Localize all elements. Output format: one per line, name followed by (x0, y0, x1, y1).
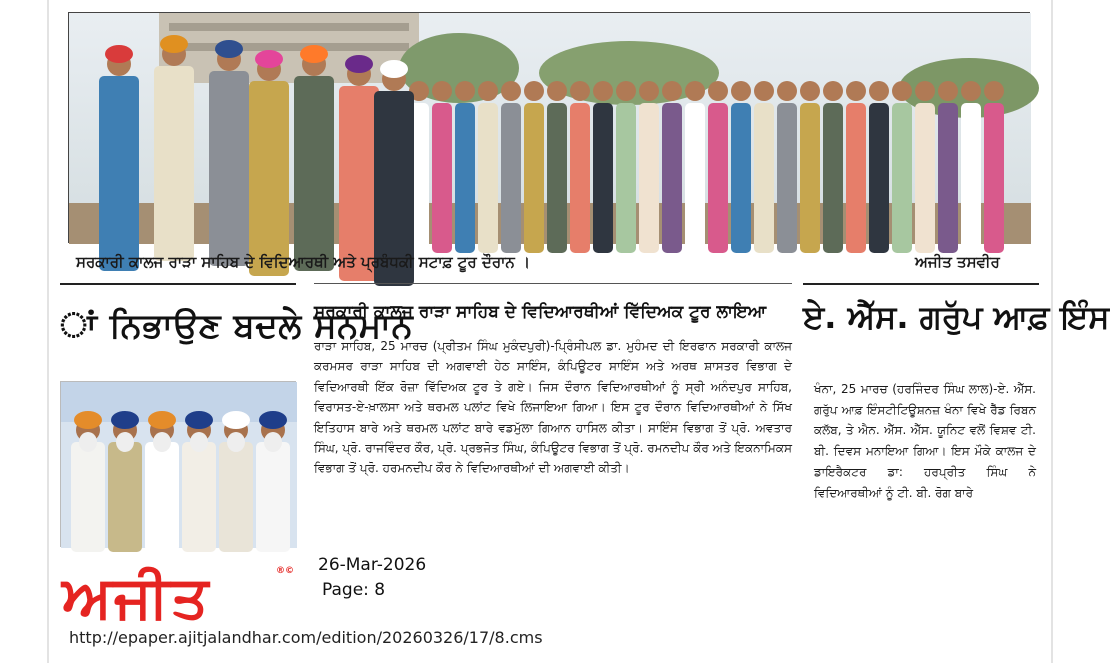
edition-page: Page: 8 (322, 580, 386, 600)
photo-caption: ਸਰਕਾਰੀ ਕਾਲਜ ਰਾੜਾ ਸਾਹਿਬ ਦੇ ਵਿਦਿਆਰਥੀ ਅਤੇ ਪ੍ਰਬੰਧਕੀ ਸਟਾਫ਼ ਟੂਰ ਦੌਰਾਨ । (76, 253, 531, 271)
person-body (938, 103, 958, 253)
person-body (570, 103, 590, 253)
elder-body (108, 442, 142, 552)
person-body (731, 103, 751, 253)
person-body (249, 81, 289, 276)
elder-body (219, 442, 253, 552)
person-head (639, 81, 659, 101)
elder-turban (111, 411, 139, 429)
middle-body-text: ਰਾੜਾ ਸਾਹਿਬ, 25 ਮਾਰਚ (ਪ੍ਰੀਤਮ ਸਿੰਘ ਮੁਕੰਦਪੁਰੀ)-ਪ੍ਰਿੰਸੀਪਲ ਡਾ. ਮੁਹੰਮਦ ਦੀ ਇਰਫਾਨ ਸਰਕਾਰੀ ਕਾਲਜ ਕਰਮਸਰ ਰਾੜਾ ਸਾਹਿਬ ਦੀ ਅਗਵਾਈ ਹੇਠ ਸਾਇੰਸ, ਕੰਪਿਊਟਰ ਸਾਇੰਸ ਅਤੇ ਅਰਥ ਸ਼ਾਸਤਰ ਵਿਭਾਗ ਦੇ ਵਿਦਿਆਰਥੀ ਇੱਕ ਰੋਜ਼ਾ ਵਿੱਦਿਅਕ ਟੂਰ ਤੇ ਗਏ। ਜਿਸ ਦੌਰਾਨ ਵਿਦਿਆਰਥੀਆਂ ਨੂੰ ਸ੍ਰੀ ਅਨੰਦਪੁਰ ਸਾਹਿਬ, ਵਿਰਾਸਤ-ਏ-ਖ਼ਾਲਸਾ ਅਤੇ ਥਰਮਲ ਪਲਾਂਟ ਵਿਖੇ ਲਿਜਾਇਆ ਗਿਆ। ਇਸ ਟੂਰ ਦੌਰਾਨ ਵਿਦਿਆਰਥੀਆਂ ਨੇ ਸਿੱਖ ਇਤਿਹਾਸ ਬਾਰੇ ਅਤੇ ਥਰਮਲ ਪਲਾਂਟ ਬਾਰੇ ਵਡਮੁੱਲਾ ਗਿਆਨ ਹਾਸਿਲ ਕੀਤਾ। ਸਾਇੰਸ ਵਿਭਾਗ ਤੋਂ ਪ੍ਰੋ. ਅਵਤਾਰ ਸਿੰਘ, ਪ੍ਰੋ. ਰਾਜਵਿੰਦਰ ਕੌਰ, ਪ੍ਰੋ. ਪ੍ਰਭਜੋਤ ਸਿੰਘ, ਕੰਪਿਊਟਰ ਵਿਭਾਗ ਤੋਂ ਪ੍ਰੋ. ਰਮਨਦੀਪ ਕੌਰ ਅਤੇ ਇਕਨਾਮਿਕਸ ਵਿਭਾਗ ਤੋਂ ਪ੍ਰੋ. ਹਰਮਨਦੀਪ ਕੌਰ ਨੇ ਵਿਦਿਆਰਥੀਆਂ ਦੀ ਅਗਵਾਈ ਕੀਤੀ। (314, 339, 792, 476)
person-head (455, 81, 475, 101)
person-body (984, 103, 1004, 253)
person-body (869, 103, 889, 253)
person-head (800, 81, 820, 101)
person-body (915, 103, 935, 253)
elder-turban (222, 411, 250, 429)
group-photo (68, 12, 1030, 243)
elder-body (256, 442, 290, 552)
person-body (823, 103, 843, 253)
person-body (961, 103, 981, 253)
person-head (593, 81, 613, 101)
elder-beard (153, 432, 171, 452)
elder-body (71, 442, 105, 552)
elder-body (145, 442, 179, 552)
person-turban (380, 60, 408, 78)
elder-beard (264, 432, 282, 452)
person-body (432, 103, 452, 253)
person-turban (300, 45, 328, 63)
divider-middle (314, 283, 792, 284)
person-head (846, 81, 866, 101)
person-head (570, 81, 590, 101)
person-body (524, 103, 544, 253)
divider-left (60, 283, 296, 285)
elder-turban (259, 411, 287, 429)
person-body (209, 71, 249, 266)
person-head (869, 81, 889, 101)
elder-beard (190, 432, 208, 452)
ajit-logo: ਅਜੀਤ (62, 563, 211, 631)
person-turban (345, 55, 373, 73)
elder-beard (79, 432, 97, 452)
photo-credit: ਅਜੀਤ ਤਸਵੀਰ (915, 253, 1000, 271)
person-body (339, 86, 379, 281)
person-body (777, 103, 797, 253)
person-body (708, 103, 728, 253)
divider-right (803, 283, 1039, 285)
person-head (892, 81, 912, 101)
person-turban (105, 45, 133, 63)
person-head (984, 81, 1004, 101)
person-body (800, 103, 820, 253)
person-head (777, 81, 797, 101)
person-body (616, 103, 636, 253)
middle-headline: ਸਰਕਾਰੀ ਕਾਲਜ ਰਾੜਾ ਸਾਹਿਬ ਦੇ ਵਿਦਿਆਰਥੀਆਂ ਵਿੱਦਿਅਕ ਟੂਰ ਲਾਇਆ (314, 302, 767, 322)
logo-trademark-marks: ®© (276, 566, 294, 576)
person-head (524, 81, 544, 101)
person-turban (160, 35, 188, 53)
person-turban (255, 50, 283, 68)
person-body (455, 103, 475, 253)
elder-turban (185, 411, 213, 429)
person-body (892, 103, 912, 253)
elder-turban (148, 411, 176, 429)
person-head (501, 81, 521, 101)
left-headline: ਾਂ ਨਿਭਾਉਣ ਬਦਲੇ ਸਨਮਾਨ (60, 306, 414, 346)
person-body (501, 103, 521, 253)
person-head (938, 81, 958, 101)
person-head (708, 81, 728, 101)
elder-body (182, 442, 216, 552)
person-head (823, 81, 843, 101)
person-head (478, 81, 498, 101)
elder-beard (116, 432, 134, 452)
person-body (547, 103, 567, 253)
person-head (731, 81, 751, 101)
person-turban (215, 40, 243, 58)
person-body (662, 103, 682, 253)
person-body (99, 76, 139, 271)
right-headline: ਏ. ਐੱਸ. ਗਰੁੱਪ ਆਫ਼ ਇੰਸ (803, 298, 1110, 336)
person-body (754, 103, 774, 253)
edition-url: http://epaper.ajitjalandhar.com/edition/20260326/17/8.cms (69, 628, 543, 647)
person-body (294, 76, 334, 271)
elder-turban (74, 411, 102, 429)
person-body (478, 103, 498, 253)
person-head (616, 81, 636, 101)
person-head (662, 81, 682, 101)
person-body (154, 66, 194, 261)
frame-left-border (47, 0, 49, 663)
person-head (685, 81, 705, 101)
person-body (846, 103, 866, 253)
honor-photo (60, 381, 296, 547)
person-body (685, 103, 705, 253)
person-head (432, 81, 452, 101)
person-head (547, 81, 567, 101)
edition-date: 26-Mar-2026 (318, 555, 427, 575)
right-body-text: ਖੰਨਾ, 25 ਮਾਰਚ (ਹਰਜਿੰਦਰ ਸਿੰਘ ਲਾਲ)-ਏ. ਐੱਸ. ਗਰੁੱਪ ਆਫ਼ ਇੰਸਟੀਟਿਊਸ਼ਨਜ਼ ਖੰਨਾ ਵਿਖੇ ਰੈੱਡ ਰਿਬਨ ਕਲੱਬ, ਤੇ ਐਨ. ਐੱਸ. ਐੱਸ. ਯੂਨਿਟ ਵਲੋਂ ਵਿਸ਼ਵ ਟੀ. ਬੀ. ਦਿਵਸ ਮਨਾਇਆ ਗਿਆ। ਇਸ ਮੌਕੇ ਕਾਲਜ ਦੇ ਡਾਇਰੈਕਟਰ ਡਾ: ਹਰਪ੍ਰੀਤ ਸਿੰਘ ਨੇ ਵਿਦਿਆਰਥੀਆਂ ਨੂੰ ਟੀ. ਬੀ. ਰੋਗ ਬਾਰੇ (814, 382, 1036, 500)
person-head (754, 81, 774, 101)
person-body (593, 103, 613, 253)
elder-beard (227, 432, 245, 452)
person-head (915, 81, 935, 101)
person-head (961, 81, 981, 101)
person-body (639, 103, 659, 253)
